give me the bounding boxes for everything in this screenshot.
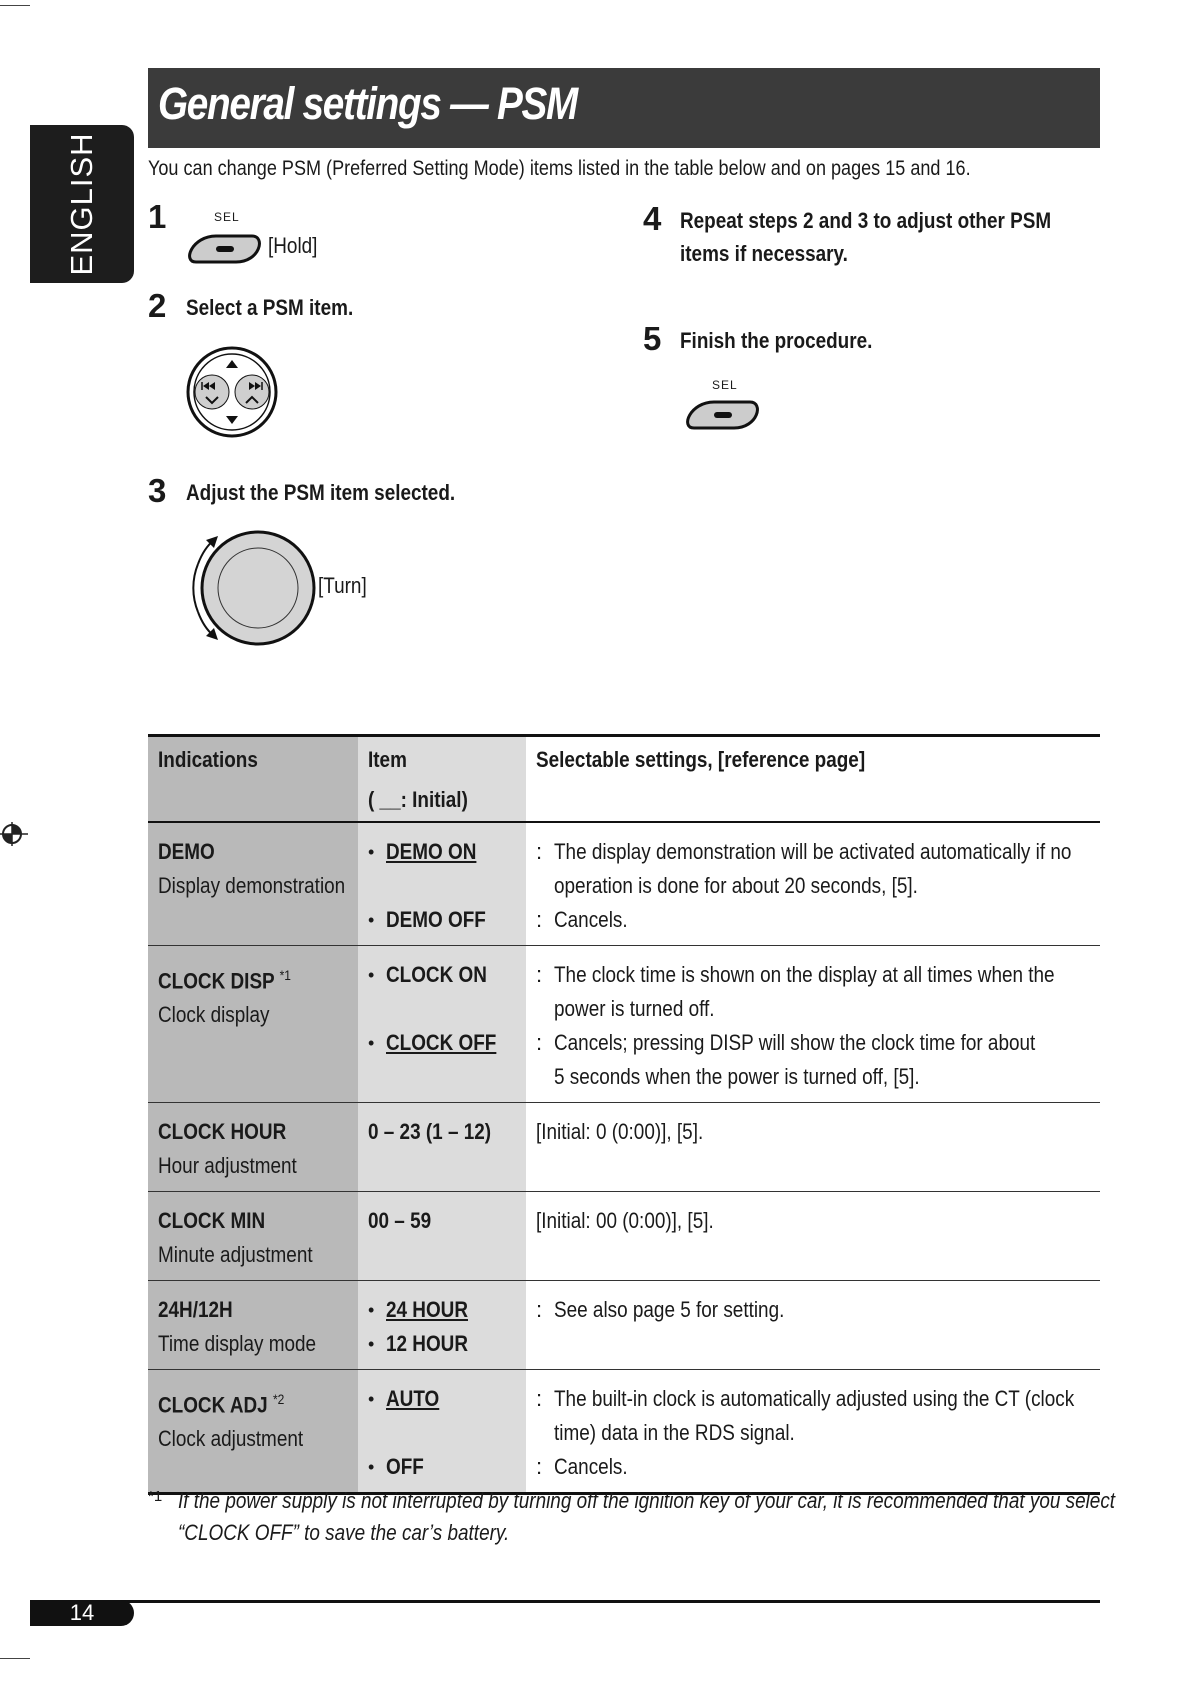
setting-text: Cancels.: [554, 907, 628, 932]
step-3-text: Adjust the PSM item selected.: [186, 480, 456, 505]
table-row: [148, 1192, 1100, 1281]
option-value: OFF: [386, 1454, 424, 1479]
step-5-number: 5: [643, 320, 662, 357]
language-label: ENGLISH: [64, 132, 99, 276]
language-tab: [30, 125, 134, 283]
step-3-number: 3: [148, 472, 167, 509]
header-item-note: ( __: Initial): [368, 787, 468, 812]
table-header-row: [148, 736, 1100, 823]
setting-text: 5 seconds when the power is turned off, [5].: [554, 1064, 920, 1089]
indication-name: CLOCK HOUR: [158, 1119, 287, 1144]
option-value: CLOCK ON: [386, 962, 487, 987]
control-pad-icon: [186, 346, 278, 438]
footnote-line-2: “CLOCK OFF” to save the car’s battery.: [178, 1520, 510, 1545]
option-value: 24 HOUR: [386, 1297, 469, 1322]
indication-name: CLOCK DISP $^{*1}$: [158, 967, 291, 994]
crop-mark: [0, 5, 30, 6]
setting-text: See also page 5 for setting.: [554, 1297, 785, 1322]
title-bar: [148, 68, 1100, 148]
step-3-hint: [Turn]: [318, 573, 367, 598]
sel-button-icon: [186, 232, 262, 266]
step-2-text: Select a PSM item.: [186, 295, 354, 320]
table-row: [148, 822, 1100, 946]
header-item: Item: [368, 747, 407, 772]
setting-text: operation is done for about 20 seconds, [5].: [554, 873, 918, 898]
indication-description: Clock adjustment: [158, 1426, 304, 1452]
setting-text: power is turned off.: [554, 996, 715, 1021]
step-4-text-line2: items if necessary.: [680, 241, 848, 266]
indication-name: CLOCK MIN: [158, 1208, 266, 1233]
step-2-number: 2: [148, 287, 167, 324]
indication-description: Display demonstration: [158, 873, 346, 898]
registration-mark-icon: [0, 820, 28, 848]
step-1-button-label: SEL: [214, 210, 240, 224]
table-row: [148, 946, 1100, 1103]
step-1-hint: [Hold]: [268, 233, 318, 258]
header-indications: Indications: [158, 747, 258, 772]
footnote-mark: *1: [148, 1488, 163, 1505]
indication-description: Time display mode: [158, 1331, 317, 1356]
setting-text: The built-in clock is automatically adjusted using the CT (clock: [554, 1386, 1075, 1411]
indication-name: CLOCK ADJ $^{*2}$: [158, 1391, 285, 1418]
option-value: DEMO ON: [386, 839, 477, 864]
setting-text: Cancels.: [554, 1454, 628, 1479]
setting-text: [Initial: 00 (0:00)], [5].: [536, 1208, 714, 1233]
option-value: 12 HOUR: [386, 1331, 469, 1356]
option-value: CLOCK OFF: [386, 1030, 497, 1055]
option-value: 0 – 23 (1 – 12): [368, 1119, 492, 1144]
indication-name: 24H/12H: [158, 1297, 233, 1322]
step-4-number: 4: [643, 200, 662, 237]
header-settings: Selectable settings, [reference page]: [536, 747, 866, 772]
option-value: DEMO OFF: [386, 907, 486, 932]
table-row: [148, 1281, 1100, 1370]
setting-text: time) data in the RDS signal.: [554, 1420, 795, 1445]
setting-text: The display demonstration will be activated automatically if no: [554, 839, 1072, 864]
rotary-knob-icon: [184, 528, 318, 652]
intro-text: You can change PSM (Preferred Setting Mode) items listed in the table below and on pages 15 and 16.: [148, 157, 971, 180]
indication-description: Hour adjustment: [158, 1153, 297, 1178]
step-1-number: 1: [148, 198, 167, 235]
setting-text: Cancels; pressing DISP will show the clock time for about: [554, 1030, 1036, 1055]
sel-button-icon: [684, 398, 760, 432]
setting-text: [Initial: 0 (0:00)], [5].: [536, 1119, 704, 1144]
bottom-rule: [30, 1600, 1100, 1603]
page-title: General settings — PSM: [158, 78, 577, 129]
step-5-text: Finish the procedure.: [680, 328, 873, 353]
crop-mark: [0, 1658, 30, 1659]
table-row: [148, 1370, 1100, 1494]
psm-settings-table: [148, 734, 1100, 1495]
footnote-line-1: If the power supply is not interrupted by turning off the ignition key of your car, it is recommended that you select: [178, 1488, 1116, 1513]
table-row: [148, 1103, 1100, 1192]
indication-name: DEMO: [158, 839, 215, 864]
footnote-reference: *2: [272, 1391, 285, 1407]
indication-description: Minute adjustment: [158, 1242, 313, 1267]
step-5-button-label: SEL: [712, 378, 738, 392]
page-number: 14: [30, 1600, 134, 1626]
footnote-reference: *1: [279, 967, 291, 983]
option-value: AUTO: [386, 1386, 440, 1411]
option-value: 00 – 59: [368, 1208, 432, 1233]
indication-description: Clock display: [158, 1002, 270, 1028]
step-4-text-line1: Repeat steps 2 and 3 to adjust other PSM: [680, 208, 1052, 233]
setting-text: The clock time is shown on the display at all times when the: [554, 962, 1055, 987]
